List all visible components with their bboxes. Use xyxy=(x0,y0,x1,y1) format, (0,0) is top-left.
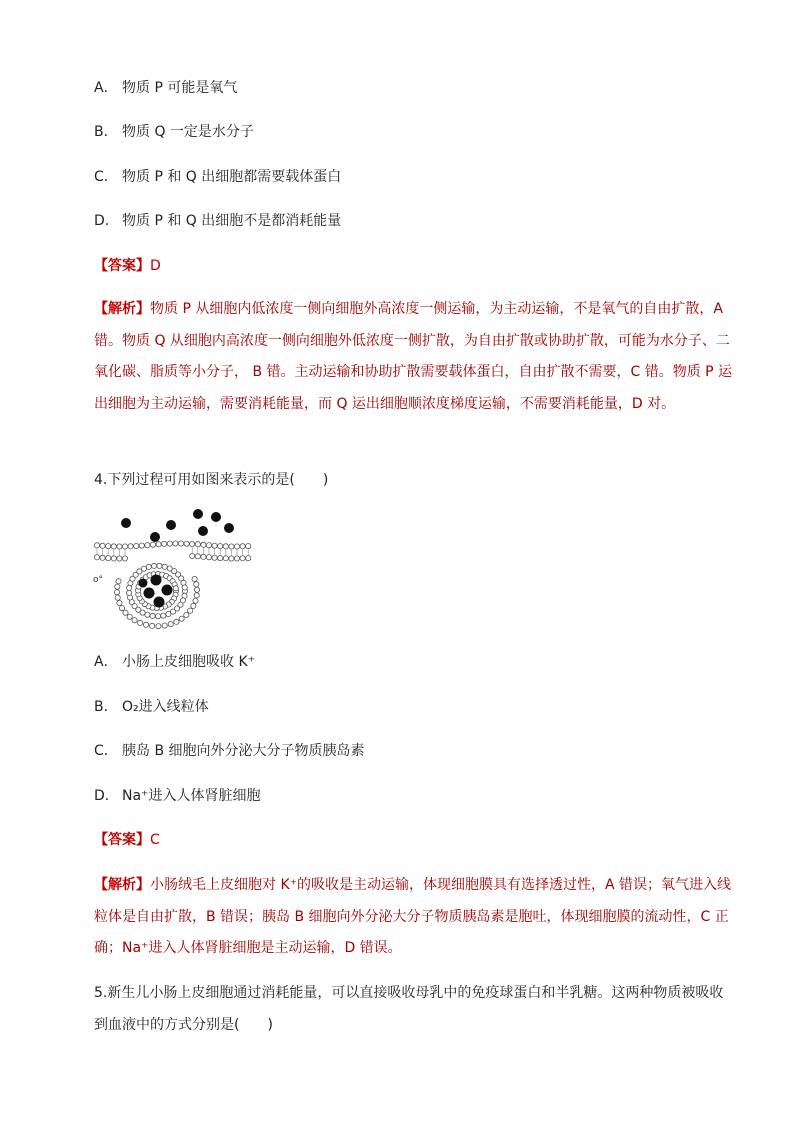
answer-tag: 【答案】 xyxy=(94,258,150,274)
option-letter: C． xyxy=(94,743,118,759)
q3-option-c xyxy=(94,167,341,187)
option-text: 胰岛 B 细胞向外分泌大分子物质胰岛素 xyxy=(122,743,365,759)
q5-stem: 5.新生儿小肠上皮细胞通过消耗能量，可以直接吸收母乳中的免疫球蛋白和半乳糖。这两种物质被吸收到血液中的方式分别是( ) xyxy=(94,985,724,1033)
q4-option-b xyxy=(94,697,209,717)
membrane-end-mark: o° xyxy=(93,575,104,585)
q4-option-d xyxy=(94,786,260,806)
option-text: 物质 P 和 Q 出细胞都需要载体蛋白 xyxy=(122,169,342,185)
option-text: O₂进入线粒体 xyxy=(122,699,209,715)
answer-value: C xyxy=(150,832,160,848)
q3-answer xyxy=(94,256,161,276)
cell-membrane xyxy=(94,541,250,629)
option-text: 物质 Q 一定是水分子 xyxy=(122,124,254,140)
option-letter: A． xyxy=(94,654,118,670)
option-text: 物质 P 和 Q 出细胞不是都消耗能量 xyxy=(122,213,342,229)
q3-option-a xyxy=(94,78,237,98)
q3-analysis xyxy=(94,294,734,420)
option-letter: D． xyxy=(94,213,119,229)
option-text: 小肠上皮细胞吸收 K⁺ xyxy=(122,654,256,670)
q4-option-c xyxy=(94,741,365,761)
option-text: 物质 P 可能是氧气 xyxy=(122,80,238,96)
exocytosis-diagram xyxy=(93,505,253,635)
option-letter: B． xyxy=(94,124,118,140)
secreted-molecules xyxy=(121,509,234,542)
q4-analysis xyxy=(94,870,734,965)
analysis-text: 小肠绒毛上皮细胞对 K⁺的吸收是主动运输，体现细胞膜具有选择透过性，A 错误；氧气进入线粒体是自由扩散，B 错误；胰岛 B 细胞向外分泌大分子物质胰岛素是胞吐，体现细胞膜的流动性，C 正确；Na⁺进入人体肾脏细胞是主动运输，D 错误。 xyxy=(94,877,732,956)
option-letter: D． xyxy=(94,788,119,804)
answer-tag: 【答案】 xyxy=(94,832,150,848)
option-letter: B． xyxy=(94,699,118,715)
option-letter: C． xyxy=(94,169,118,185)
q4-answer xyxy=(94,830,160,850)
q4-option-a xyxy=(94,652,255,672)
q3-option-d xyxy=(94,211,341,231)
q3-option-b xyxy=(94,122,254,142)
option-letter: A． xyxy=(94,80,118,96)
option-text: Na⁺进入人体肾脏细胞 xyxy=(122,788,261,804)
analysis-tag: 【解析】 xyxy=(94,877,150,893)
answer-value: D xyxy=(150,258,161,274)
analysis-text: 物质 P 从细胞内低浓度一侧向细胞外高浓度一侧运输，为主动运输，不是氧气的自由扩散，A 错。物质 Q 从细胞内高浓度一侧向细胞外低浓度一侧扩散，为自由扩散或协助扩散，可能为水分子、二氧化碳、脂质等小分子， B 错。主动运输和协助扩散需要载体蛋白，自由扩散不需要，C 错。物质 P 运出细胞为主动运输，需要消耗能量，而 Q 运出细胞顺浓度梯度运输，不需要消耗能量，D 对。 xyxy=(94,301,733,412)
analysis-tag: 【解析】 xyxy=(94,301,150,317)
q4-stem: 4.下列过程可用如图来表示的是( ) xyxy=(94,472,329,488)
